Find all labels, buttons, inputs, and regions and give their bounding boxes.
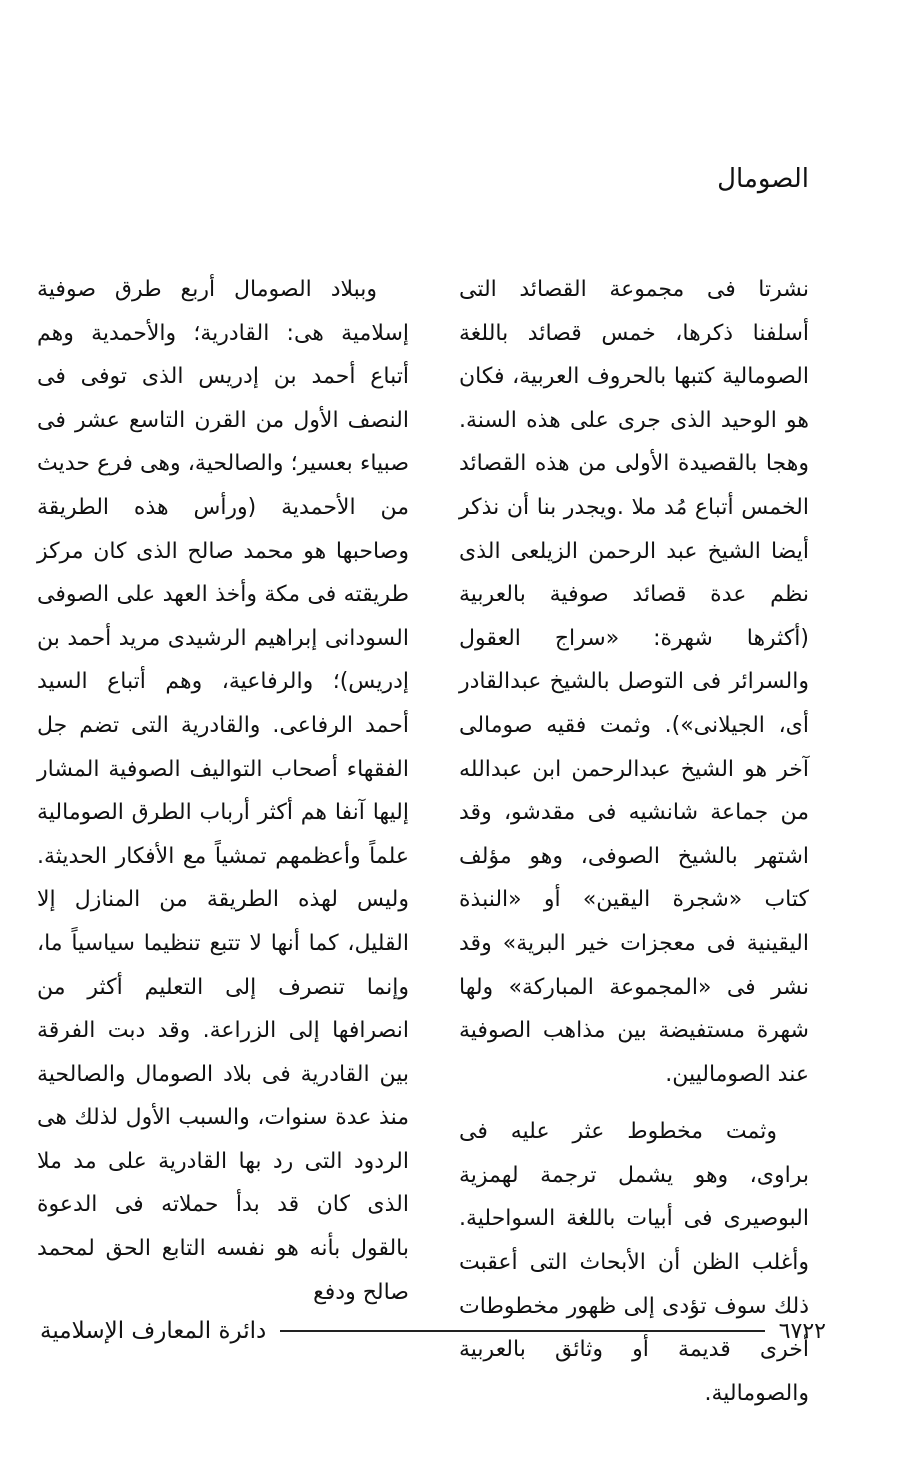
running-head: الصومال [717, 164, 809, 194]
paragraph: وببلاد الصومال أربع طرق صوفية إسلامية هى: القادرية؛ والأحمدية وهم أتباع أحمد بن إدريس الذى توفى فى النصف الأول من القرن التاسع عشر فى صبياء بعسير؛ والصالحية، وهى فرع حديث من الأحمدية (ورأس هذه الطريقة وصاحبها هو محمد صالح الذى كان مركز طريقته فى مكة وأخذ العهد على الصوفى السودانى إبراهيم الرشيدى مريد أحمد بن إدريس)؛ والرفاعية، وهم أتباع السيد أحمد الرفاعى. والقادرية التى تضم جل الفقهاء أصحاب التواليف الصوفية المشار إليها آنفا هم أكثر أرباب الطرق الصومالية علماً وأعظمهم تمشياً مع الأفكار الحديثة. وليس لهذه الطريقة من المنازل إلا القليل، كما أنها لا تتبع تنظيما سياسياً ما، وإنما تنصرف إلى التعليم أكثر من انصرافها إلى الزراعة. وقد دبت الفرقة بين القادرية فى بلاد الصومال والصالحية منذ عدة سنوات، والسبب الأول لذلك هى الردود التى رد بها القادرية على مد ملا الذى كان قد بدأ حملاته فى الدعوة بالقول بأنه هو نفسه التابع الحق لمحمد صالح ودفع [37, 277, 409, 1305]
paragraph: نشرتا فى مجموعة القصائد التى أسلفنا ذكرها، خمس قصائد باللغة الصومالية كتبها بالحروف العربية، فكان هو الوحيد الذى جرى على هذه السنة. وهجا بالقصيدة الأولى من هذه القصائد الخمس أتباع مُد ملا .ويجدر بنا أن نذكر أيضا الشيخ عبد الرحمن الزيلعى الذى نظم عدة قصائد صوفية بالعربية (أكثرها شهرة: «سراج العقول والسرائر فى التوصل بالشيخ عبدالقادر أى، الجيلانى»). وثمت فقيه صومالى آخر هو الشيخ عبدالرحمن ابن عبدالله من جماعة شانشيه فى مقدشو، وقد اشتهر بالشيخ الصوفى، وهو مؤلف كتاب «شجرة اليقين» أو «النبذة اليقينية فى معجزات خير البرية» وقد نشر فى «المجموعة المباركة» ولها شهرة مستفيضة بين مذاهب الصوفية عند الصوماليين. [459, 277, 809, 1087]
page-footer [40, 1316, 826, 1346]
publication-title: دائرة المعارف الإسلامية [40, 1318, 267, 1344]
left-column [37, 268, 409, 1314]
footer-rule [280, 1330, 764, 1332]
right-column [459, 268, 809, 1415]
page-number: ٦٧٢٢ [778, 1318, 826, 1344]
paragraph: وثمت مخطوط عثر عليه فى براوى، وهو يشمل ترجمة لهمزية البوصيرى فى أبيات باللغة السواحلية. وأغلب الظن أن الأبحاث التى أعقبت ذلك سوف تؤدى إلى ظهور مخطوطات أخرى قديمة أو وثائق بالعربية والصومالية. [459, 1119, 809, 1406]
